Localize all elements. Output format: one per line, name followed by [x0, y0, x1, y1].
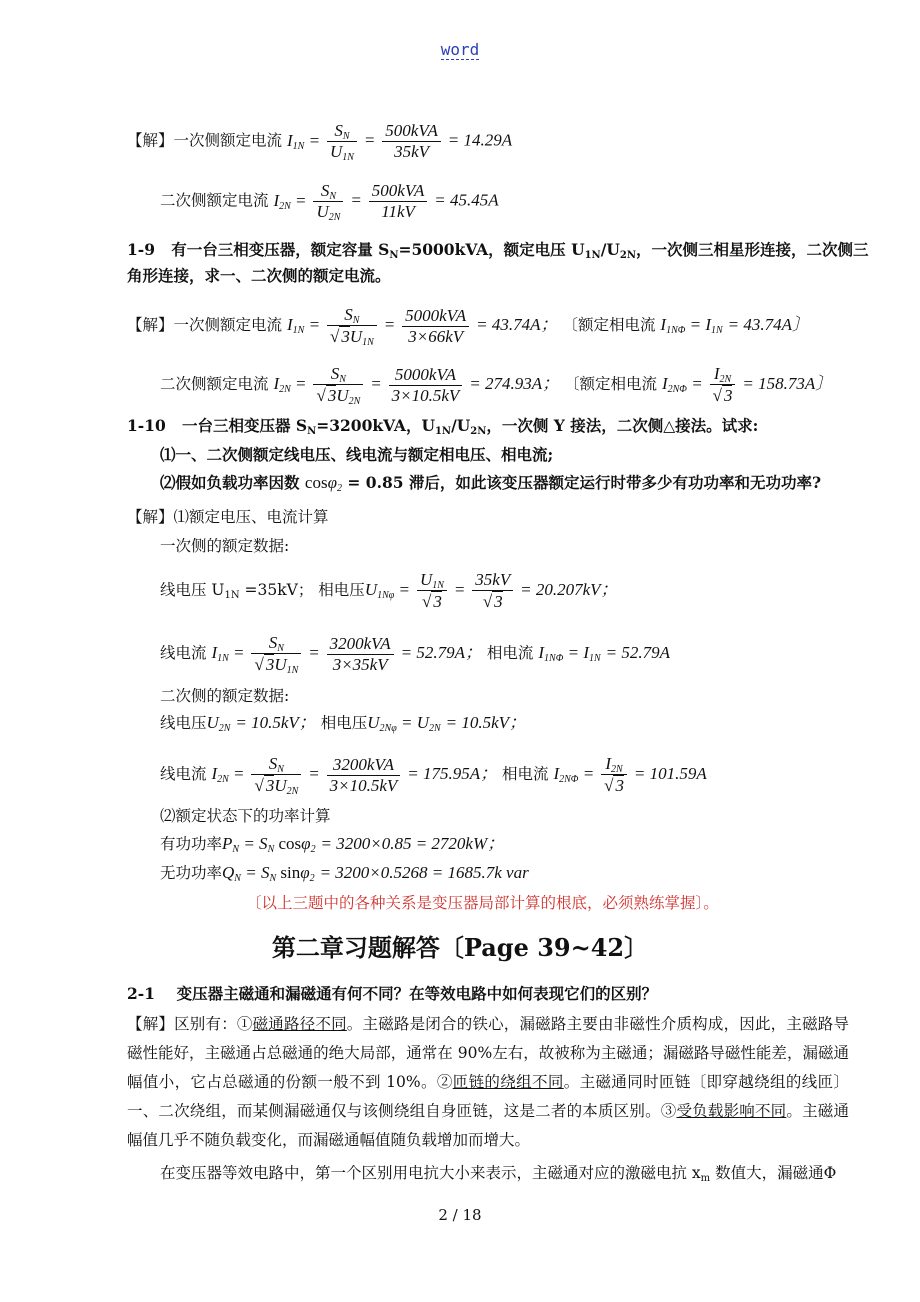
secondary-numerator: 5000kVA — [389, 365, 463, 386]
solution-label: 【解】 — [127, 131, 174, 150]
header-word-link[interactable]: word — [440, 40, 480, 59]
primary-label: 一次侧额定电流 — [173, 316, 283, 334]
p110-text-c: /U — [451, 416, 471, 435]
secondary-result: = 274.93A； — [469, 374, 560, 393]
active-power-expr: = 3200×0.85 = 2720kW； — [320, 834, 505, 853]
red-note: 〔以上三题中的各种关系是变压器局部计算的根底，必须熟练掌握〕。 — [246, 894, 719, 912]
i2-line-result: = 175.95A； — [407, 764, 498, 783]
difference-2: 匝链的绕组不同 — [452, 1073, 564, 1091]
i2-line-denominator: 3×10.5kV — [329, 775, 398, 795]
p110-text-a: 一台三相变压器 S — [182, 416, 308, 435]
secondary-result: = 45.45A — [434, 190, 499, 210]
p19-text-b: =5000kVA，额定电压 U — [398, 240, 585, 259]
p19-text-a: 有一台三相变压器，额定容量 S — [171, 240, 390, 259]
problem-number: 2-1 — [127, 984, 156, 1003]
primary-label: 一次侧额定电流 — [173, 131, 283, 150]
reactive-power-line: 无功功率$Q_N = S_N$ sinφ$_2$ = 3200×0.5268 = 1685.7k var — [160, 863, 529, 884]
q2-text-b: = 0.85 滞后，如此该变压器额定运行时带多少有功功率和无功功率? — [347, 473, 822, 492]
p110-solution-heading: 【解】⑴额定电压、电流计算 — [127, 508, 329, 526]
primary-phase-label: 〔额定相电流 — [562, 316, 656, 334]
i-line-numerator: 3200kVA — [327, 634, 394, 655]
s1-primary-line: 【解】一次侧额定电流 $I_{1N}$ = $\frac{S_N}{U_{1N}}$ = $\frac{\text{500kVA}}{35kV}$ = 14.29A — [127, 121, 513, 163]
u2-line-label: 线电压 — [160, 714, 207, 732]
p19-primary-line: 【解】一次侧额定电流 $I_{1N}$ = $\frac{S_N}{√ 3U_{1N}}$ = $\frac{\text{5000kVA}}{3\times 66kV}$ = 43.74A； 〔额定相电流 $I_{1N\Phi} = I_{1N} = 43.74A$〕 — [127, 305, 809, 348]
power-calc-heading: ⑵额定状态下的功率计算 — [160, 807, 331, 825]
secondary-numerator: 500kVA — [369, 181, 428, 202]
p19-question-line2: 角形连接，求一、二次侧的额定电流。 — [127, 266, 391, 285]
secondary-current-line: 线电流 $I_{2N}$ = $\frac{S_N}{√ 3U_{2N}}$ = $\frac{\text{3200kVA}}{3\times 10.5kV}$ = 175.95A； 相电流 $I_{2N\Phi}$ = $\frac{I_{2N}}{√ 3}$ = 101.59A — [160, 754, 707, 797]
p110-question-line1: 1-10 一台三相变压器 $S_N=3200kVA$，$U_{1N}/U_{2N}$，一次侧 Y 接法，二次侧△接法。试求: — [127, 416, 759, 437]
primary-numerator: 5000kVA — [402, 306, 469, 327]
page-header — [0, 40, 920, 59]
s1-secondary-line: 二次侧额定电流 $I_{2N}$ = $\frac{S_N}{U_{2N}}$ = $\frac{\text{500kVA}}{11kV}$ = 45.45A — [160, 181, 499, 223]
reactive-power-label: 无功功率 — [160, 864, 223, 882]
secondary-denominator: 3×10.5kV — [391, 385, 460, 405]
i-phase-label: 相电流 — [486, 644, 534, 662]
active-power-line: 有功功率$P_N = S_N$ cosφ$_2$ = 3200×0.85 = 2720kW； — [160, 834, 505, 855]
p19-secondary-line: 二次侧额定电流 $I_{2N}$ = $\frac{S_N}{√ 3U_{2N}}$ = $\frac{\text{5000kVA}}{3\times 10.5kV}$ = 274.93A； 〔额定相电流 $I_{2N\Phi}$ = $\frac{I_{2N}}{√ 3}$ = 158.73A〕 — [160, 364, 833, 407]
u-line-value: =35kV； — [239, 581, 314, 599]
i2-phase-result: = 101.59A — [633, 764, 707, 783]
primary-current-line: 线电流 $I_{1N}$ = $\frac{S_N}{√ 3U_{1N}}$ = $\frac{\text{3200kVA}}{3\times 35kV}$ = 52.79A； 相电流 $I_{1N\Phi} = I_{1N} = 52.79A$ — [160, 633, 670, 676]
answer-text-1: 。主磁路是闭合的铁心，漏磁路主要由非磁性介质构成，因此，主磁路导磁性能好，主磁通占总磁通的绝大局部，通常在 90%左右，故被称为主磁通；漏磁路导磁性能差，漏磁通幅值小，它占总磁通的份额一般不到 10%。② — [127, 1015, 849, 1091]
active-power-label: 有功功率 — [160, 835, 223, 853]
primary-voltage-line: 线电压 $U_{1N} =35kV$； 相电压$U_{1N\varphi}$ = $\frac{U_{1N}}{√ 3}$ = $\frac{35kV}{√ 3}$ = 20.207kV； — [160, 570, 618, 611]
para2-text-a: 在变压器等效电路中，第一个区别用电抗大小来表示，主磁通对应的激磁电抗 x — [160, 1164, 701, 1182]
primary-denominator: 3×66kV — [408, 326, 464, 346]
q2-text-a: ⑵假如负载功率因数 — [160, 473, 300, 492]
secondary-denominator: 11kV — [381, 202, 415, 221]
secondary-phase-result: = 158.73A〕 — [742, 374, 833, 393]
answer-text-2: 。主磁通同时匝链〔即穿越绕组的线匝〕一、二次绕组，而某侧漏磁通仅与该侧绕组自身匝链，这是二者的本质区别。③ — [127, 1073, 849, 1120]
p19-text-d: ，一次侧三相星形连接，二次侧三 — [636, 240, 869, 259]
answer-lead: 【解】区别有：① — [127, 1015, 253, 1033]
difference-1: 磁通路径不同 — [252, 1015, 347, 1033]
u-phase-numerator: 35kV — [472, 570, 513, 591]
i-line-result: = 52.79A； — [400, 643, 482, 662]
reactive-power-expr: = 3200×0.5268 = 1685.7k var — [319, 863, 529, 882]
answer-text-3: 。主磁通幅值几乎不随负载变化，而漏磁通幅值随负载增加而增大。 — [127, 1102, 849, 1149]
difference-3: 受负载影响不同 — [676, 1102, 787, 1120]
i2-phase-label: 相电流 — [502, 765, 549, 783]
p110-q1: ⑴一、二次侧额定线电压、线电流与额定相电压、相电流; — [160, 445, 554, 464]
p110-text-b: =3200kVA，U — [316, 416, 435, 435]
u-line-label: 线电压 U — [160, 581, 225, 599]
secondary-phase-label: 〔额定相电流 — [564, 375, 658, 393]
primary-data-heading: 一次侧的额定数据: — [160, 537, 290, 555]
secondary-label: 二次侧额定电流 — [160, 375, 269, 393]
u-phase-label: 相电压 — [318, 581, 365, 599]
p110-text-d: ，一次侧 Y 接法，二次侧△接法。试求: — [486, 416, 759, 435]
p21-answer-paragraph — [127, 1010, 849, 1155]
p21-question — [127, 983, 657, 1005]
p110-q2: ⑵假如负载功率因数 cosφ$_2$ = 0.85 滞后，如此该变压器额定运行时带多少有功功率和无功功率? — [160, 473, 822, 494]
p21-answer-paragraph-2: 在变压器等效电路中，第一个区别用电抗大小来表示，主磁通对应的激磁电抗 $x_m$ 数值大，漏磁通Φ — [160, 1164, 837, 1184]
u2-line-result: = 10.5kV； — [235, 713, 316, 732]
primary-phase-result: = 43.74A〕 — [727, 315, 809, 334]
u2-phase-result: = 10.5kV； — [445, 713, 527, 732]
i2-line-numerator: 3200kVA — [327, 755, 401, 776]
problem-number: 1-9 — [127, 240, 156, 259]
u-phase-result: = 20.207kV； — [520, 580, 618, 599]
i-line-label: 线电流 — [160, 644, 207, 662]
i-line-denominator: 3×35kV — [332, 654, 388, 674]
u2-phase-label: 相电压 — [320, 714, 368, 732]
i-phase-result: = 52.79A — [605, 643, 670, 662]
i2-line-label: 线电流 — [160, 765, 207, 783]
secondary-data-heading: 二次侧的额定数据: — [160, 687, 290, 705]
problem-number: 1-10 — [127, 416, 166, 435]
primary-numerator: 500kVA — [382, 121, 441, 142]
primary-denominator: 35kV — [394, 142, 430, 161]
secondary-label: 二次侧额定电流 — [160, 191, 269, 210]
chapter-title: 第二章习题解答〔Page 39~42〕 — [271, 933, 649, 962]
p19-question-line1: 1-9 有一台三相变压器，额定容量 $S_N=5000kVA$，额定电压 $U_{1N}/U_{2N}$，一次侧三相星形连接，二次侧三 — [127, 240, 869, 261]
p19-text-c: /U — [600, 240, 620, 259]
solution-label: 【解】 — [127, 316, 174, 334]
secondary-voltage-line: 线电压$U_{2N} = 10.5kV$； 相电压$U_{2N\varphi} = U_{2N} = 10.5kV$； — [160, 713, 527, 734]
primary-result: = 14.29A — [447, 130, 513, 150]
para2-text-b: 数值大，漏磁通Φ — [710, 1164, 837, 1182]
page-number: 2 / 18 — [438, 1206, 482, 1224]
question-text: 变压器主磁通和漏磁通有何不同？在等效电路中如何表现它们的区别？ — [176, 984, 658, 1003]
primary-result: = 43.74A； — [476, 315, 558, 334]
